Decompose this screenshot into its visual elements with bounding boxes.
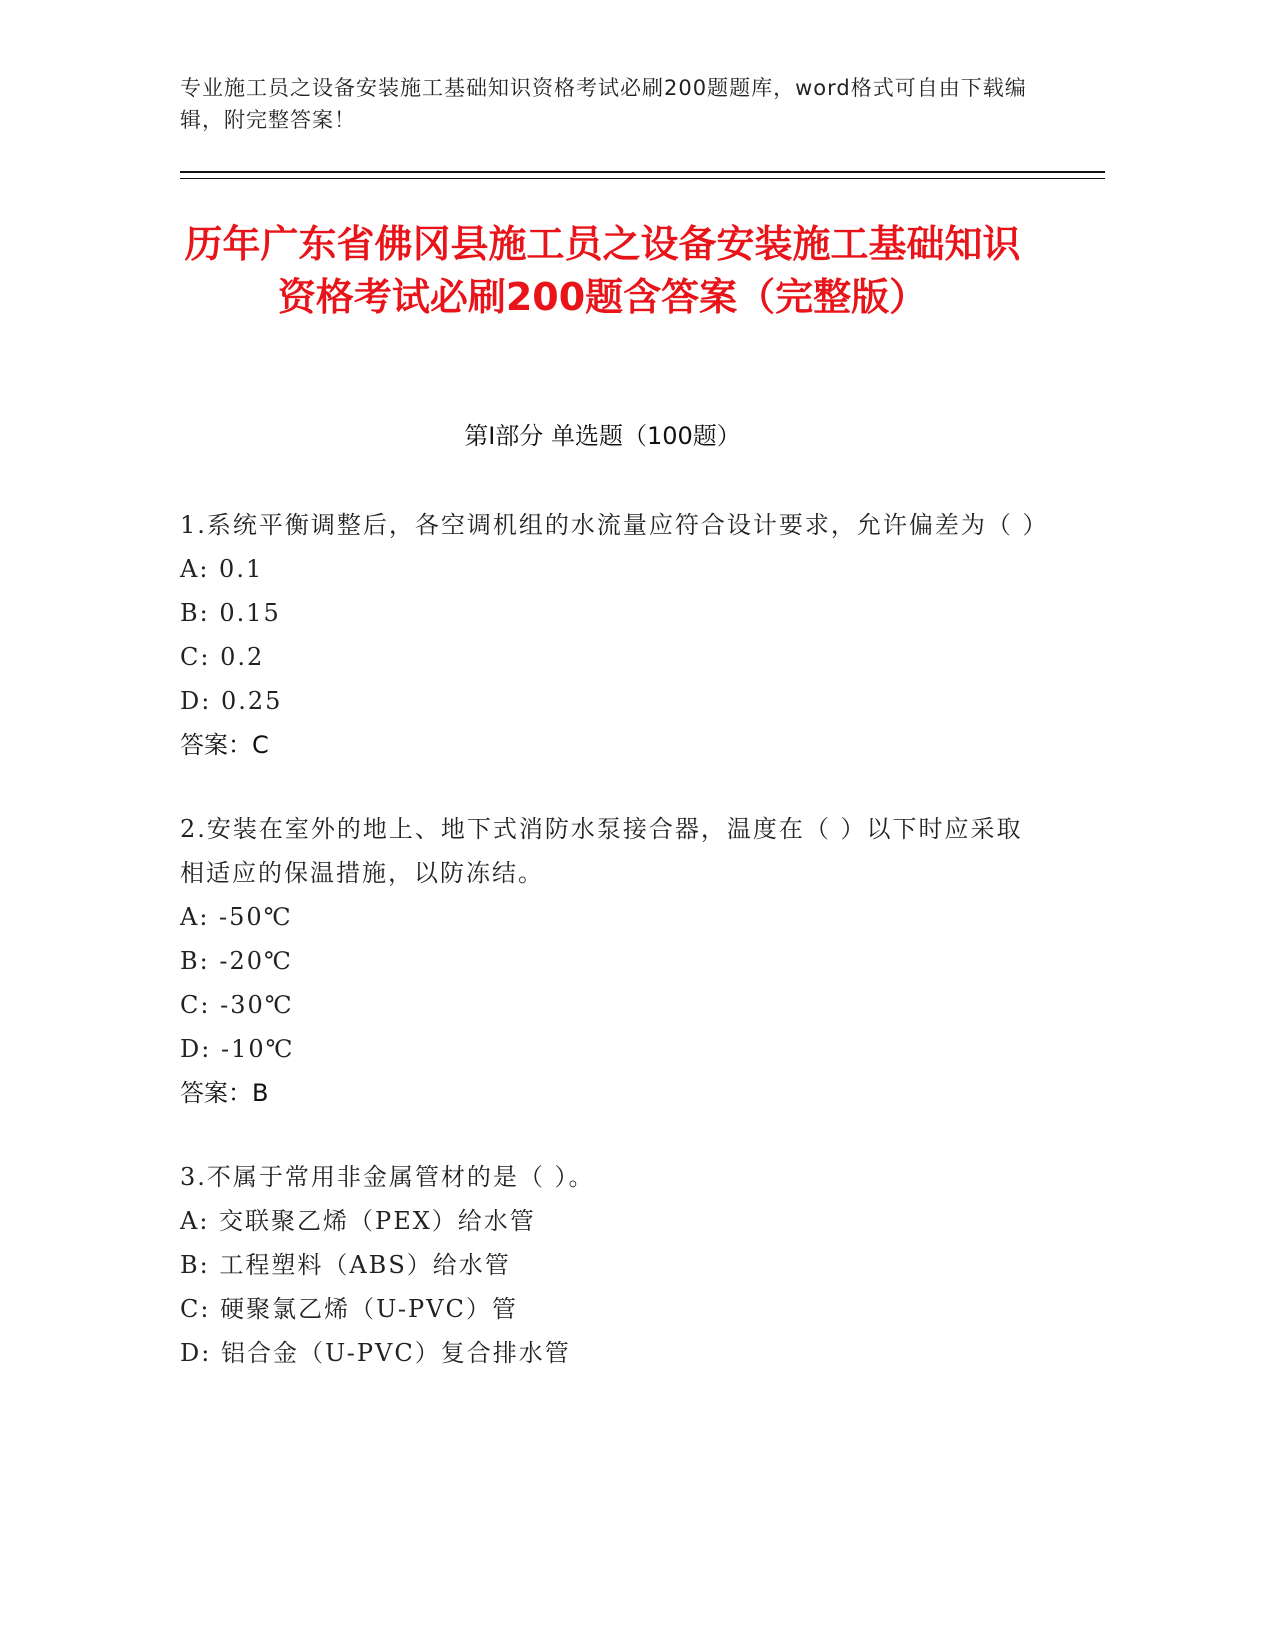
option-c: C: -30℃ (180, 991, 294, 1019)
option-c: C: 硬聚氯乙烯（U-PVC）管 (180, 1295, 518, 1323)
option-a: A: 0.1 (180, 555, 264, 583)
question-2 (180, 807, 1040, 1115)
question-list (180, 503, 1049, 1415)
answer: 答案：C (180, 731, 269, 759)
header-note: 专业施工员之设备安装施工基础知识资格考试必刷200题题库，word格式可自由下载编辑，附完整答案！ (180, 76, 1027, 132)
answer: 答案：B (180, 1079, 269, 1107)
document-title: 历年广东省佛冈县施工员之设备安装施工基础知识资格考试必刷200题含答案（完整版） (184, 222, 1021, 319)
question-stem: 2.安装在室外的地上、地下式消防水泵接合器，温度在（ ）以下时应采取相适应的保温措施，以防冻结。 (180, 815, 1023, 887)
option-d: D: -10℃ (180, 1035, 295, 1063)
option-d: D: 铝合金（U-PVC）复合排水管 (180, 1339, 571, 1367)
option-b: B: 工程塑料（ABS）给水管 (180, 1251, 511, 1279)
option-c: C: 0.2 (180, 643, 265, 671)
section-title: 第I部分 单选题（100题） (464, 422, 741, 450)
option-a: A: 交联聚乙烯（PEX）给水管 (180, 1207, 536, 1235)
question-stem: 1.系统平衡调整后，各空调机组的水流量应符合设计要求，允许偏差为（ ） (180, 511, 1049, 539)
option-b: B: -20℃ (180, 947, 293, 975)
header-divider-thick (180, 171, 1105, 173)
option-a: A: -50℃ (180, 903, 293, 931)
option-d: D: 0.25 (180, 687, 283, 715)
question-1 (180, 503, 1049, 767)
header-divider-thin (180, 178, 1105, 179)
question-3 (180, 1155, 1040, 1375)
option-b: B: 0.15 (180, 599, 281, 627)
question-stem: 3.不属于常用非金属管材的是（ ）。 (180, 1163, 595, 1191)
